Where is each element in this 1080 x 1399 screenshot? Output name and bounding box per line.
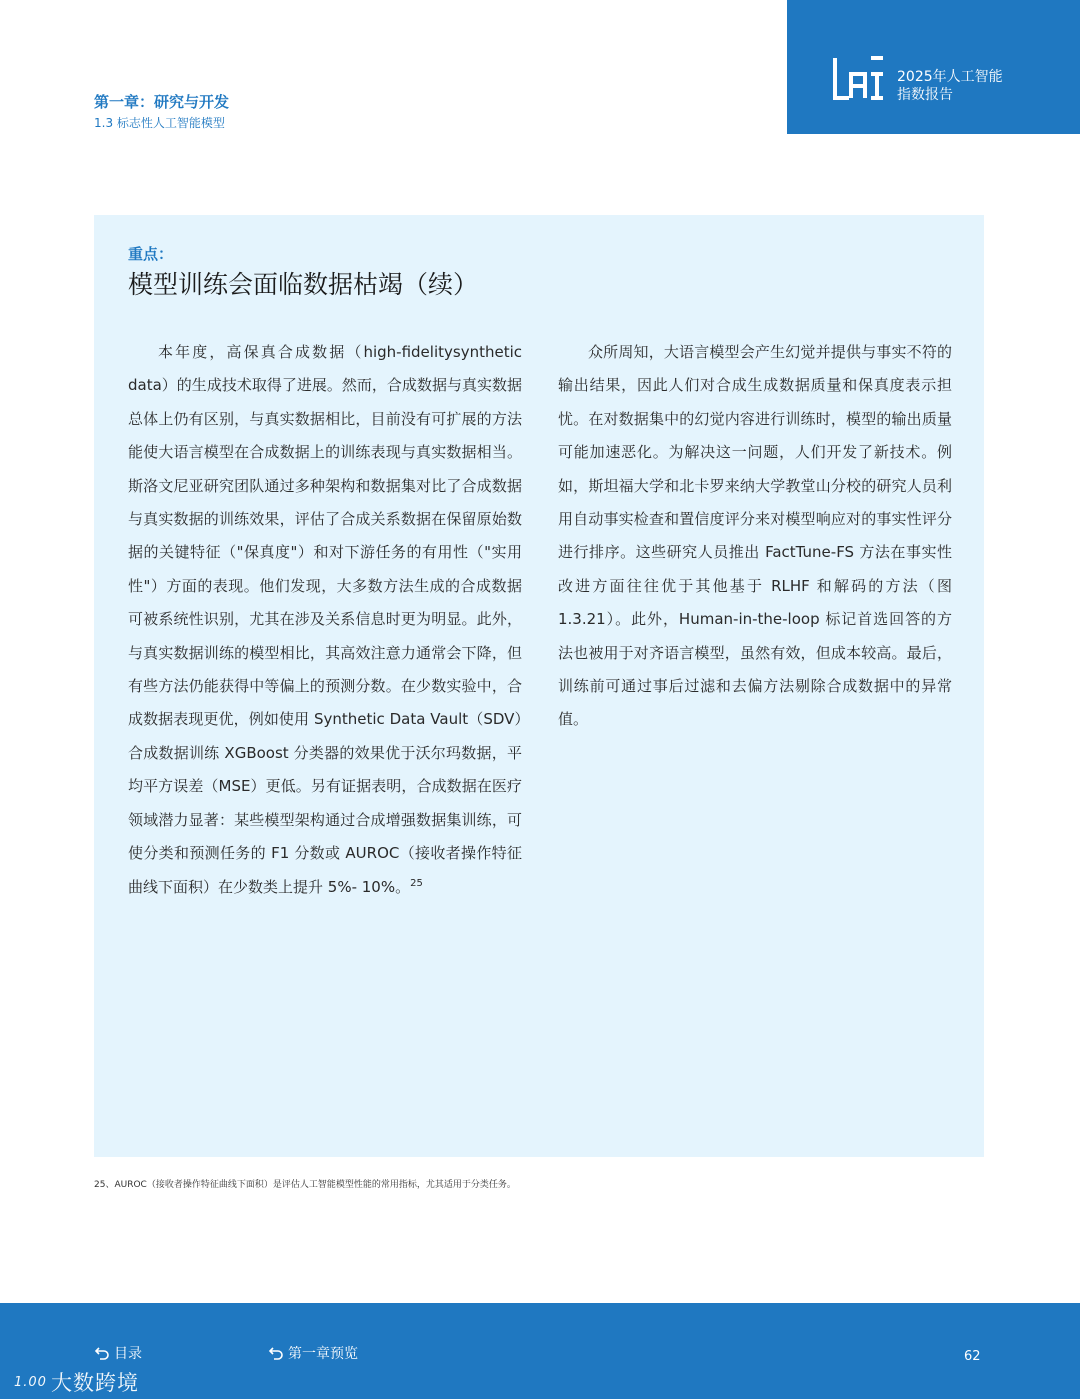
report-title-line2: 指数报告	[897, 87, 953, 103]
back-arrow-icon	[94, 1345, 110, 1361]
report-title-line1: 2025年人工智能	[897, 69, 1003, 85]
left-column-text	[128, 336, 522, 904]
ai-logo-icon	[831, 54, 887, 102]
toc-link[interactable]	[94, 1343, 142, 1363]
right-column-text	[558, 336, 952, 737]
panel-title: 模型训练会面临数据枯竭（续）	[128, 270, 479, 299]
section-subtitle: 1.3 标志性人工智能模型	[94, 116, 225, 130]
left-paragraph: 本年度，高保真合成数据（high-fidelitysynthetic data）的生成技术取得了进展。然而，合成数据与真实数据总体上仍有区别，与真实数据相比，目前没有可扩展的方法能使大语言模型在合成数据上的训练表现与真实数据相当。斯洛文尼亚研究团队通过多种架构和数据集对比了合成数据与真实数据的训练效果，评估了合成关系数据在保留原始数据的关键特征（"保真度"）和对下游任务的有用性（"实用性"）方面的表现。他们发现，大多数方法生成的合成数据可被系统性识别，尤其在涉及关系信息时更为明显。此外，与真实数据训练的模型相比，其高效注意力通常会下降，但有些方法仍能获得中等偏上的预测分数。在少数实验中，合成数据表现更优，例如使用 Synthetic Data Vault（SDV）合成数据训练 XGBoost 分类器的效果优于沃尔玛数据，平均平方误差（MSE）更低。另有证据表明，合成数据在医疗领域潜力显著：某些模型架构通过合成增强数据集训练，可使分类和预测任务的 F1 分数或 AUROC（接收者操作特征曲线下面积）在少数类上提升 5%- 10%。	[128, 343, 522, 896]
highlight-panel	[94, 215, 984, 1157]
report-logo-box	[787, 0, 1080, 134]
panel-kicker: 重点：	[128, 245, 174, 263]
watermark-text: 大数跨境	[50, 1371, 139, 1395]
chapter-preview-link[interactable]	[268, 1343, 358, 1363]
back-arrow-icon	[268, 1345, 284, 1361]
watermark	[14, 1367, 139, 1397]
page-number: 62	[964, 1349, 981, 1364]
right-paragraph: 众所周知，大语言模型会产生幻觉并提供与事实不符的输出结果，因此人们对合成生成数据质量和保真度表示担忧。在对数据集中的幻觉内容进行训练时，模型的输出质量可能加速恶化。为解决这一问题，人们开发了新技术。例如，斯坦福大学和北卡罗来纳大学教堂山分校的研究人员利用自动事实检查和置信度评分来对模型响应对的事实性评分进行排序。这些研究人员推出 FactTune-FS 方法在事实性改进方面往往优于其他基于 RLHF 和解码的方法（图 1.3.21）。此外，Human-in-the-loop 标记首选回答的方法也被用于对齐语言模型，虽然有效，但成本较高。最后，训练前可通过事后过滤和去偏方法剔除合成数据中的异常值。	[558, 343, 952, 729]
footer-bar	[0, 1303, 1080, 1399]
watermark-logo: 1.00	[14, 1374, 47, 1390]
footnote: 25、AUROC（接收者操作特征曲线下面积）是评估人工智能模型性能的常用指标，尤其适用于分类任务。	[94, 1180, 516, 1190]
chapter-title: 第一章：研究与开发	[94, 93, 230, 111]
footnote-ref[interactable]: 25	[410, 877, 423, 889]
chapter-preview-label: 第一章预览	[288, 1346, 358, 1362]
report-title	[897, 68, 1003, 104]
toc-label: 目录	[114, 1346, 142, 1362]
